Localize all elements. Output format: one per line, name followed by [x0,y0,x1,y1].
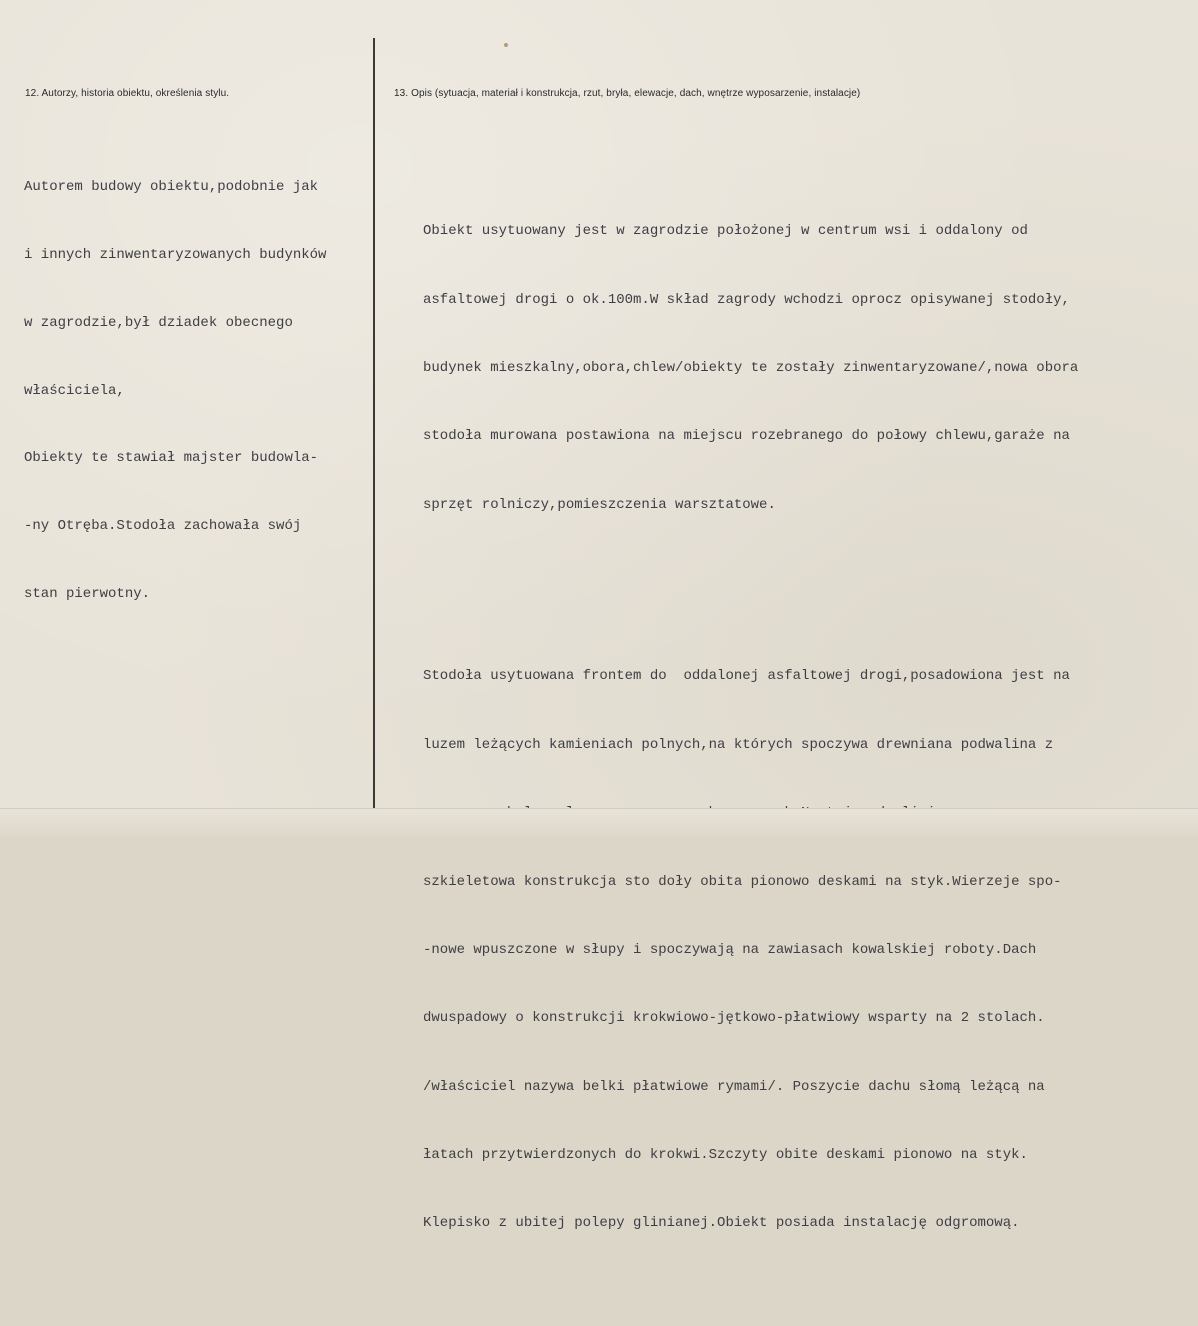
section-13-line: Klepisko z ubitej polepy glinianej.Obiekt posiada instalację odgromową. [423,1215,1020,1232]
card-bottom-edge [0,808,1198,839]
section-13-line: -nowe wpuszczone w słupy i spoczywają na zawiasach kowalskiej roboty.Dach [423,941,1037,958]
section-13-line: luzem leżących kamieniach polnych,na których spoczywa drewniana podwalina z [423,736,1054,753]
section-13-line: stodoła murowana postawiona na miejscu rozebranego do połowy chlewu,garaże na [423,428,1070,445]
section-13-text [423,129,1183,1326]
section-13-line: dwuspadowy o konstrukcji krokwiowo-jętkowo-płatwiowy wsparty na 2 stolach. [423,1010,1045,1027]
section-12-label: 12. Autorzy, historia obiektu, określenia stylu. [25,88,230,99]
section-13-line: Stodoła usytuowana frontem do oddalonej asfaltowej drogi,posadowiona jest na [423,668,1070,685]
section-13-line: łatach przytwierdzonych do krokwi.Szczyty obite deskami pionowo na styk. [423,1147,1028,1164]
section-12-text [24,131,369,651]
section-13-line: budynek mieszkalny,obora,chlew/obiekty te zostały zinwentaryzowane/,nowa obora [423,359,1079,376]
section-12-line: właściciela, [24,382,125,399]
section-13-label: 13. Opis (sytuacja, materiał i konstrukcja, rzut, bryła, elewacje, dach, wnętrze wyposarzenie, instalacje) [394,88,861,99]
section-13-line: /właściciel nazywa belki płatwiowe rymami/. Poszycie dachu słomą leżącą na [423,1078,1045,1095]
section-13-paragraph-2 [423,620,1183,1281]
section-12-line: stan pierwotny. [24,585,151,602]
section-12-line: Obiekty te stawiał majster budowla- [24,450,319,467]
section-12-line: i innych zinwentaryzowanych budynków [24,246,327,263]
section-12-line: Autorem budowy obiektu,podobnie jak [24,179,319,196]
section-12-line: -ny Otręba.Stodoła zachowała swój [24,518,302,535]
section-13-line: sprzęt rolniczy,pomieszczenia warsztatowe. [423,496,776,513]
section-12-line: w zagrodzie,był dziadek obecnego [24,314,293,331]
column-divider [373,38,375,811]
section-13-paragraph-1 [423,175,1183,563]
section-13-line: szkieletowa konstrukcja sto doły obita pionowo deskami na styk.Wierzeje spo- [423,873,1062,890]
section-13-line: asfaltowej drogi o ok.100m.W skład zagrody wchodzi oprocz opisywanej stodoły, [423,291,1070,308]
section-13-line: Obiekt usytuowany jest w zagrodzie położonej w centrum wsi i oddalony od [423,223,1028,240]
paper-speck [504,43,508,47]
